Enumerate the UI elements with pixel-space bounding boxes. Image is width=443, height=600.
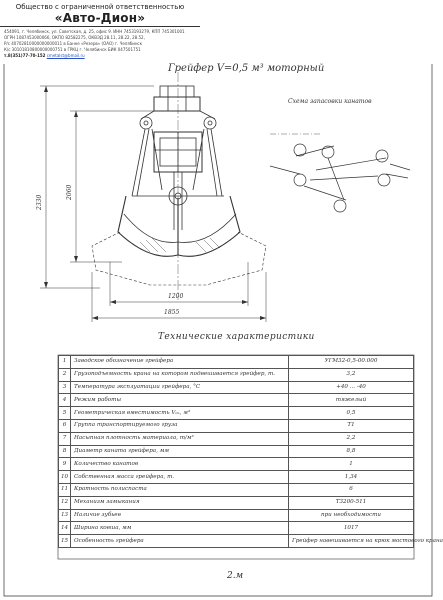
spec-row — [59, 471, 414, 484]
spec-row-number: 8 — [59, 445, 71, 458]
drawing-title: Грейфер V=0,5 м³ моторный — [168, 63, 325, 74]
company-phone: т.8(351)77-70-152 — [4, 53, 46, 58]
spec-row-number: 2 — [59, 368, 71, 381]
spec-row — [59, 419, 414, 432]
spec-row-number: 9 — [59, 458, 71, 471]
spec-row — [59, 522, 414, 535]
spec-row-value: Грейфер навешивается на крюк мостового крана — [289, 535, 414, 548]
spec-row-number: 12 — [59, 496, 71, 509]
specs-title: Технические характеристики — [158, 332, 315, 342]
spec-row — [59, 509, 414, 522]
spec-row-value: 1017 — [289, 522, 414, 535]
spec-row-label: Механизм замыкания — [71, 496, 289, 509]
spec-row-value: +40 ... -40 — [289, 381, 414, 394]
spec-row-value: 3,2 — [289, 368, 414, 381]
spec-row-label: Температура эксплуатации грейфера, °С — [71, 381, 289, 394]
spec-row — [59, 368, 414, 381]
rope-reeving-scheme — [270, 134, 410, 212]
spec-row — [59, 483, 414, 496]
spec-row — [59, 432, 414, 445]
dimension-overall-width: 1855 — [164, 309, 180, 316]
spec-row — [59, 407, 414, 420]
company-detail-line: 454091, г. Челябинск, ул. Советская, д. 25, офис 9. ИНН 7453193279, КПП 745301001 — [4, 29, 185, 34]
spec-row-number: 14 — [59, 522, 71, 535]
spec-row-label: Собственная масса грейфера, т. — [71, 471, 289, 484]
spec-row-number: 3 — [59, 381, 71, 394]
spec-row-label: Грузоподъемность крана на котором подвешивается грейфер, т. — [71, 368, 289, 381]
spec-row-value: Т3200-511 — [289, 496, 414, 509]
spec-row-value: при необходимости — [289, 509, 414, 522]
spec-row-label: Насыпная плотность материала, т/м³ — [71, 432, 289, 445]
spec-row-label: Кратность полиспаста — [71, 483, 289, 496]
spec-row — [59, 394, 414, 407]
spec-row-number: 11 — [59, 483, 71, 496]
spec-row-value: 1 — [289, 458, 414, 471]
spec-row-label: Режим работы — [71, 394, 289, 407]
spec-row-number: 6 — [59, 419, 71, 432]
spec-row-label: Диаметр каната грейфера, мм — [71, 445, 289, 458]
spec-row — [59, 535, 414, 548]
spec-row-label: Геометрическая вместимость V₀ₓ, м³ — [71, 407, 289, 420]
spec-row-number: 7 — [59, 432, 71, 445]
spec-row — [59, 356, 414, 369]
spec-row-label: Группа транспортируемого груза — [71, 419, 289, 432]
grab-elevation-view — [92, 72, 266, 300]
company-detail-line: К/с 30101810800000000751 в ГРКЦ г. Челябинск БИК 047501751 — [4, 47, 141, 52]
company-detail-line: Р/с 40702810000000000011 в Банке «Резерв» (ОАО) г. Челябинск — [4, 41, 143, 46]
spec-row-value: 0,5 — [289, 407, 414, 420]
spec-row-label: Наличие зубьев — [71, 509, 289, 522]
reeving-scheme-caption: Схема запасовки канатов — [288, 98, 372, 105]
spec-row-value: 6 — [289, 483, 414, 496]
spec-row-number: 4 — [59, 394, 71, 407]
spec-row — [59, 445, 414, 458]
spec-row-label: Количество канатов — [71, 458, 289, 471]
spec-row-label: Заводское обозначение грейфера — [71, 356, 289, 369]
company-org-type: Общество с ограниченной ответственностью — [15, 3, 185, 11]
spec-row-number: 1 — [59, 356, 71, 369]
sheet-label: 2.м — [227, 571, 244, 581]
dimension-inner-height: 2060 — [66, 184, 73, 200]
spec-row-value: 1,34 — [289, 471, 414, 484]
spec-row-value: 8,8 — [289, 445, 414, 458]
spec-row-value: Т1 — [289, 419, 414, 432]
dimension-jaw-width: 1200 — [168, 293, 184, 300]
company-detail-line: ОГРН 1087453000066, ОКПО 82582275, ОКВЭД 28.11, 28.22, 28.52, — [4, 35, 145, 40]
spec-row-label: Особенность грейфера — [71, 535, 289, 548]
spec-row-value: тяжелый — [289, 394, 414, 407]
spec-row — [59, 381, 414, 394]
spec-row-value: 2,2 — [289, 432, 414, 445]
company-name: «Авто-Дион» — [54, 11, 146, 25]
spec-row-label: Ширина ковша, мм — [71, 522, 289, 535]
company-email-link[interactable]: cmetalst@bmail.ru — [46, 53, 85, 58]
specs-table — [58, 355, 443, 548]
dimension-total-height: 2330 — [36, 194, 43, 210]
spec-row-number: 10 — [59, 471, 71, 484]
spec-row-number: 5 — [59, 407, 71, 420]
spec-row-value: УГМ32-0,5-00.000 — [289, 356, 414, 369]
spec-row — [59, 496, 414, 509]
spec-row-number: 15 — [59, 535, 71, 548]
spec-row-number: 13 — [59, 509, 71, 522]
spec-row — [59, 458, 414, 471]
